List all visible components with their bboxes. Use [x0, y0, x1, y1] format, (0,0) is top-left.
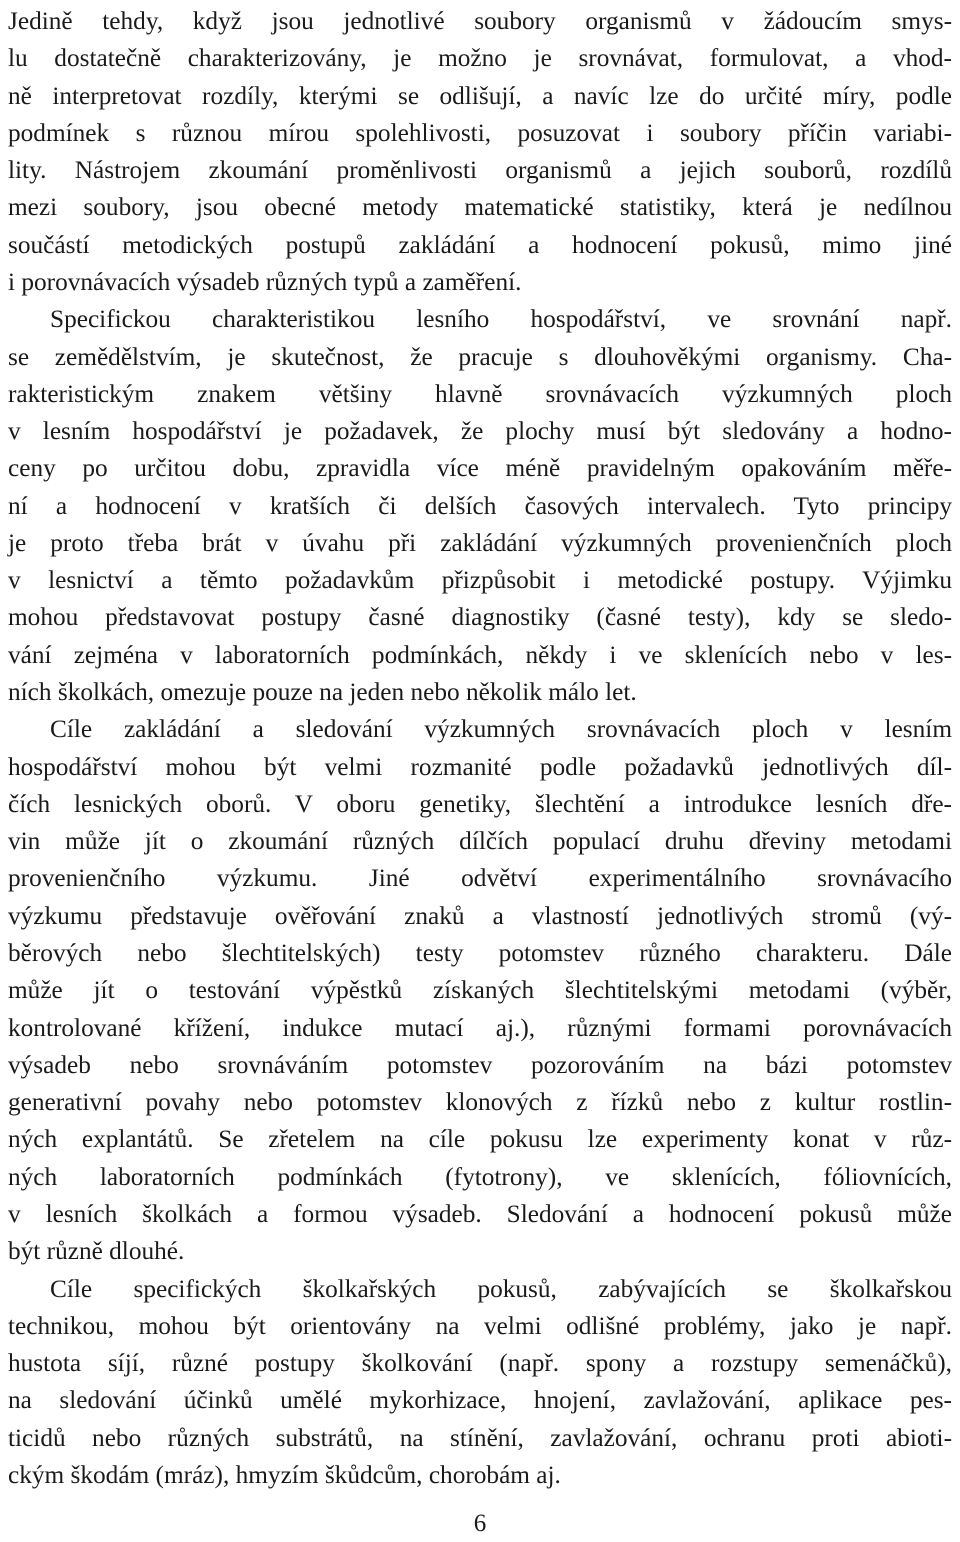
text-line: vin může jít o zkoumání různých dílčích populací druhu dřeviny metodami	[8, 827, 952, 856]
text-line: v lesnictví a těmto požadavkům přizpůsobit i metodické postupy. Výjimku	[8, 566, 952, 595]
text-line: technikou, mohou být orientovány na velmi odlišné problémy, jako je např.	[8, 1311, 952, 1340]
text-line: na sledování účinků umělé mykorhizace, hnojení, zavlažování, aplikace pes-	[8, 1386, 952, 1415]
text-line: provenienčního výzkumu. Jiné odvětví experimentálního srovnávacího	[8, 864, 952, 893]
text-line: ně interpretovat rozdíly, kterými se odlišují, a navíc lze do určité míry, podle	[8, 81, 952, 110]
text-line: může jít o testování výpěstků získaných šlechtitelskými metodami (výběr,	[8, 976, 952, 1005]
text-line: mezi soubory, jsou obecné metody matematické statistiky, která je nedílnou	[8, 193, 952, 222]
text-line: podmínek s různou mírou spolehlivosti, posuzovat i soubory příčin variabi-	[8, 118, 952, 147]
text-line: i porovnávacích výsadeb různých typů a zaměření.	[8, 267, 522, 296]
text-line: ných laboratorních podmínkách (fytotrony), ve sklenících, fóliovnících,	[8, 1162, 952, 1191]
text-line: Specifickou charakteristikou lesního hospodářství, ve srovnání např.	[50, 305, 952, 334]
text-line: Cíle zakládání a sledování výzkumných srovnávacích ploch v lesním	[50, 715, 952, 744]
text-line: být různě dlouhé.	[8, 1237, 185, 1266]
text-line: lu dostatečně charakterizovány, je možno je srovnávat, formulovat, a vhod-	[8, 44, 952, 73]
text-line: běrových nebo šlechtitelských) testy potomstev různého charakteru. Dále	[8, 939, 952, 967]
text-line: hospodářství mohou být velmi rozmanité podle požadavků jednotlivých díl-	[8, 752, 952, 781]
text-line: ckým škodám (mráz), hmyzím škůdcům, chorobám aj.	[8, 1460, 561, 1489]
text-line: součástí metodických postupů zakládání a hodnocení pokusů, mimo jiné	[8, 230, 952, 259]
text-line: výsadeb nebo srovnáváním potomstev pozorováním na bázi potomstev	[8, 1050, 952, 1079]
page-number: 6	[473, 1510, 487, 1537]
text-line: Cíle specifických školkařských pokusů, zabývajících se školkařskou	[50, 1274, 952, 1303]
text-line: kontrolované křížení, indukce mutací aj.), různými formami porovnávacích	[8, 1013, 952, 1042]
text-line: ných explantátů. Se zřetelem na cíle pokusu lze experimenty konat v růz-	[8, 1125, 952, 1154]
text-line: je proto třeba brát v úvahu při zakládání výzkumných provenienčních ploch	[8, 528, 952, 557]
text-line: ceny po určitou dobu, zpravidla více méně pravidelným opakováním měře-	[8, 454, 952, 483]
text-line: ních školkách, omezuje pouze na jeden nebo několik málo let.	[8, 678, 637, 707]
text-line: generativní povahy nebo potomstev klonových z řízků nebo z kultur rostlin-	[8, 1088, 952, 1117]
text-line: hustota síjí, různé postupy školkování (např. spony a rozstupy semenáčků),	[8, 1349, 952, 1378]
text-line: v lesním hospodářství je požadavek, že plochy musí být sledovány a hodno-	[8, 417, 952, 446]
text-line: výzkumu představuje ověřování znaků a vlastností jednotlivých stromů (vý-	[8, 901, 952, 930]
text-line: mohou představovat postupy časné diagnostiky (časné testy), kdy se sledo-	[8, 603, 952, 632]
text-line: ní a hodnocení v kratších či delších časových intervalech. Tyto principy	[8, 491, 952, 520]
text-line: v lesních školkách a formou výsadeb. Sledování a hodnocení pokusů může	[8, 1199, 952, 1228]
text-line: lity. Nástrojem zkoumání proměnlivosti organismů a jejich souborů, rozdílů	[8, 156, 952, 185]
text-line: rakteristickým znakem většiny hlavně srovnávacích výzkumných ploch	[8, 379, 952, 408]
text-line: čích lesnických oborů. V oboru genetiky, šlechtění a introdukce lesních dře-	[8, 789, 952, 818]
text-line: se zemědělstvím, je skutečnost, že pracuje s dlouhověkými organismy. Cha-	[8, 342, 952, 371]
text-line: ticidů nebo různých substrátů, na stínění, zavlažování, ochranu proti abioti-	[8, 1423, 952, 1452]
text-line: vání zejména v laboratorních podmínkách, někdy i ve sklenících nebo v les-	[8, 640, 952, 669]
text-line: Jedině tehdy, když jsou jednotlivé soubory organismů v žádoucím smys-	[8, 7, 952, 35]
